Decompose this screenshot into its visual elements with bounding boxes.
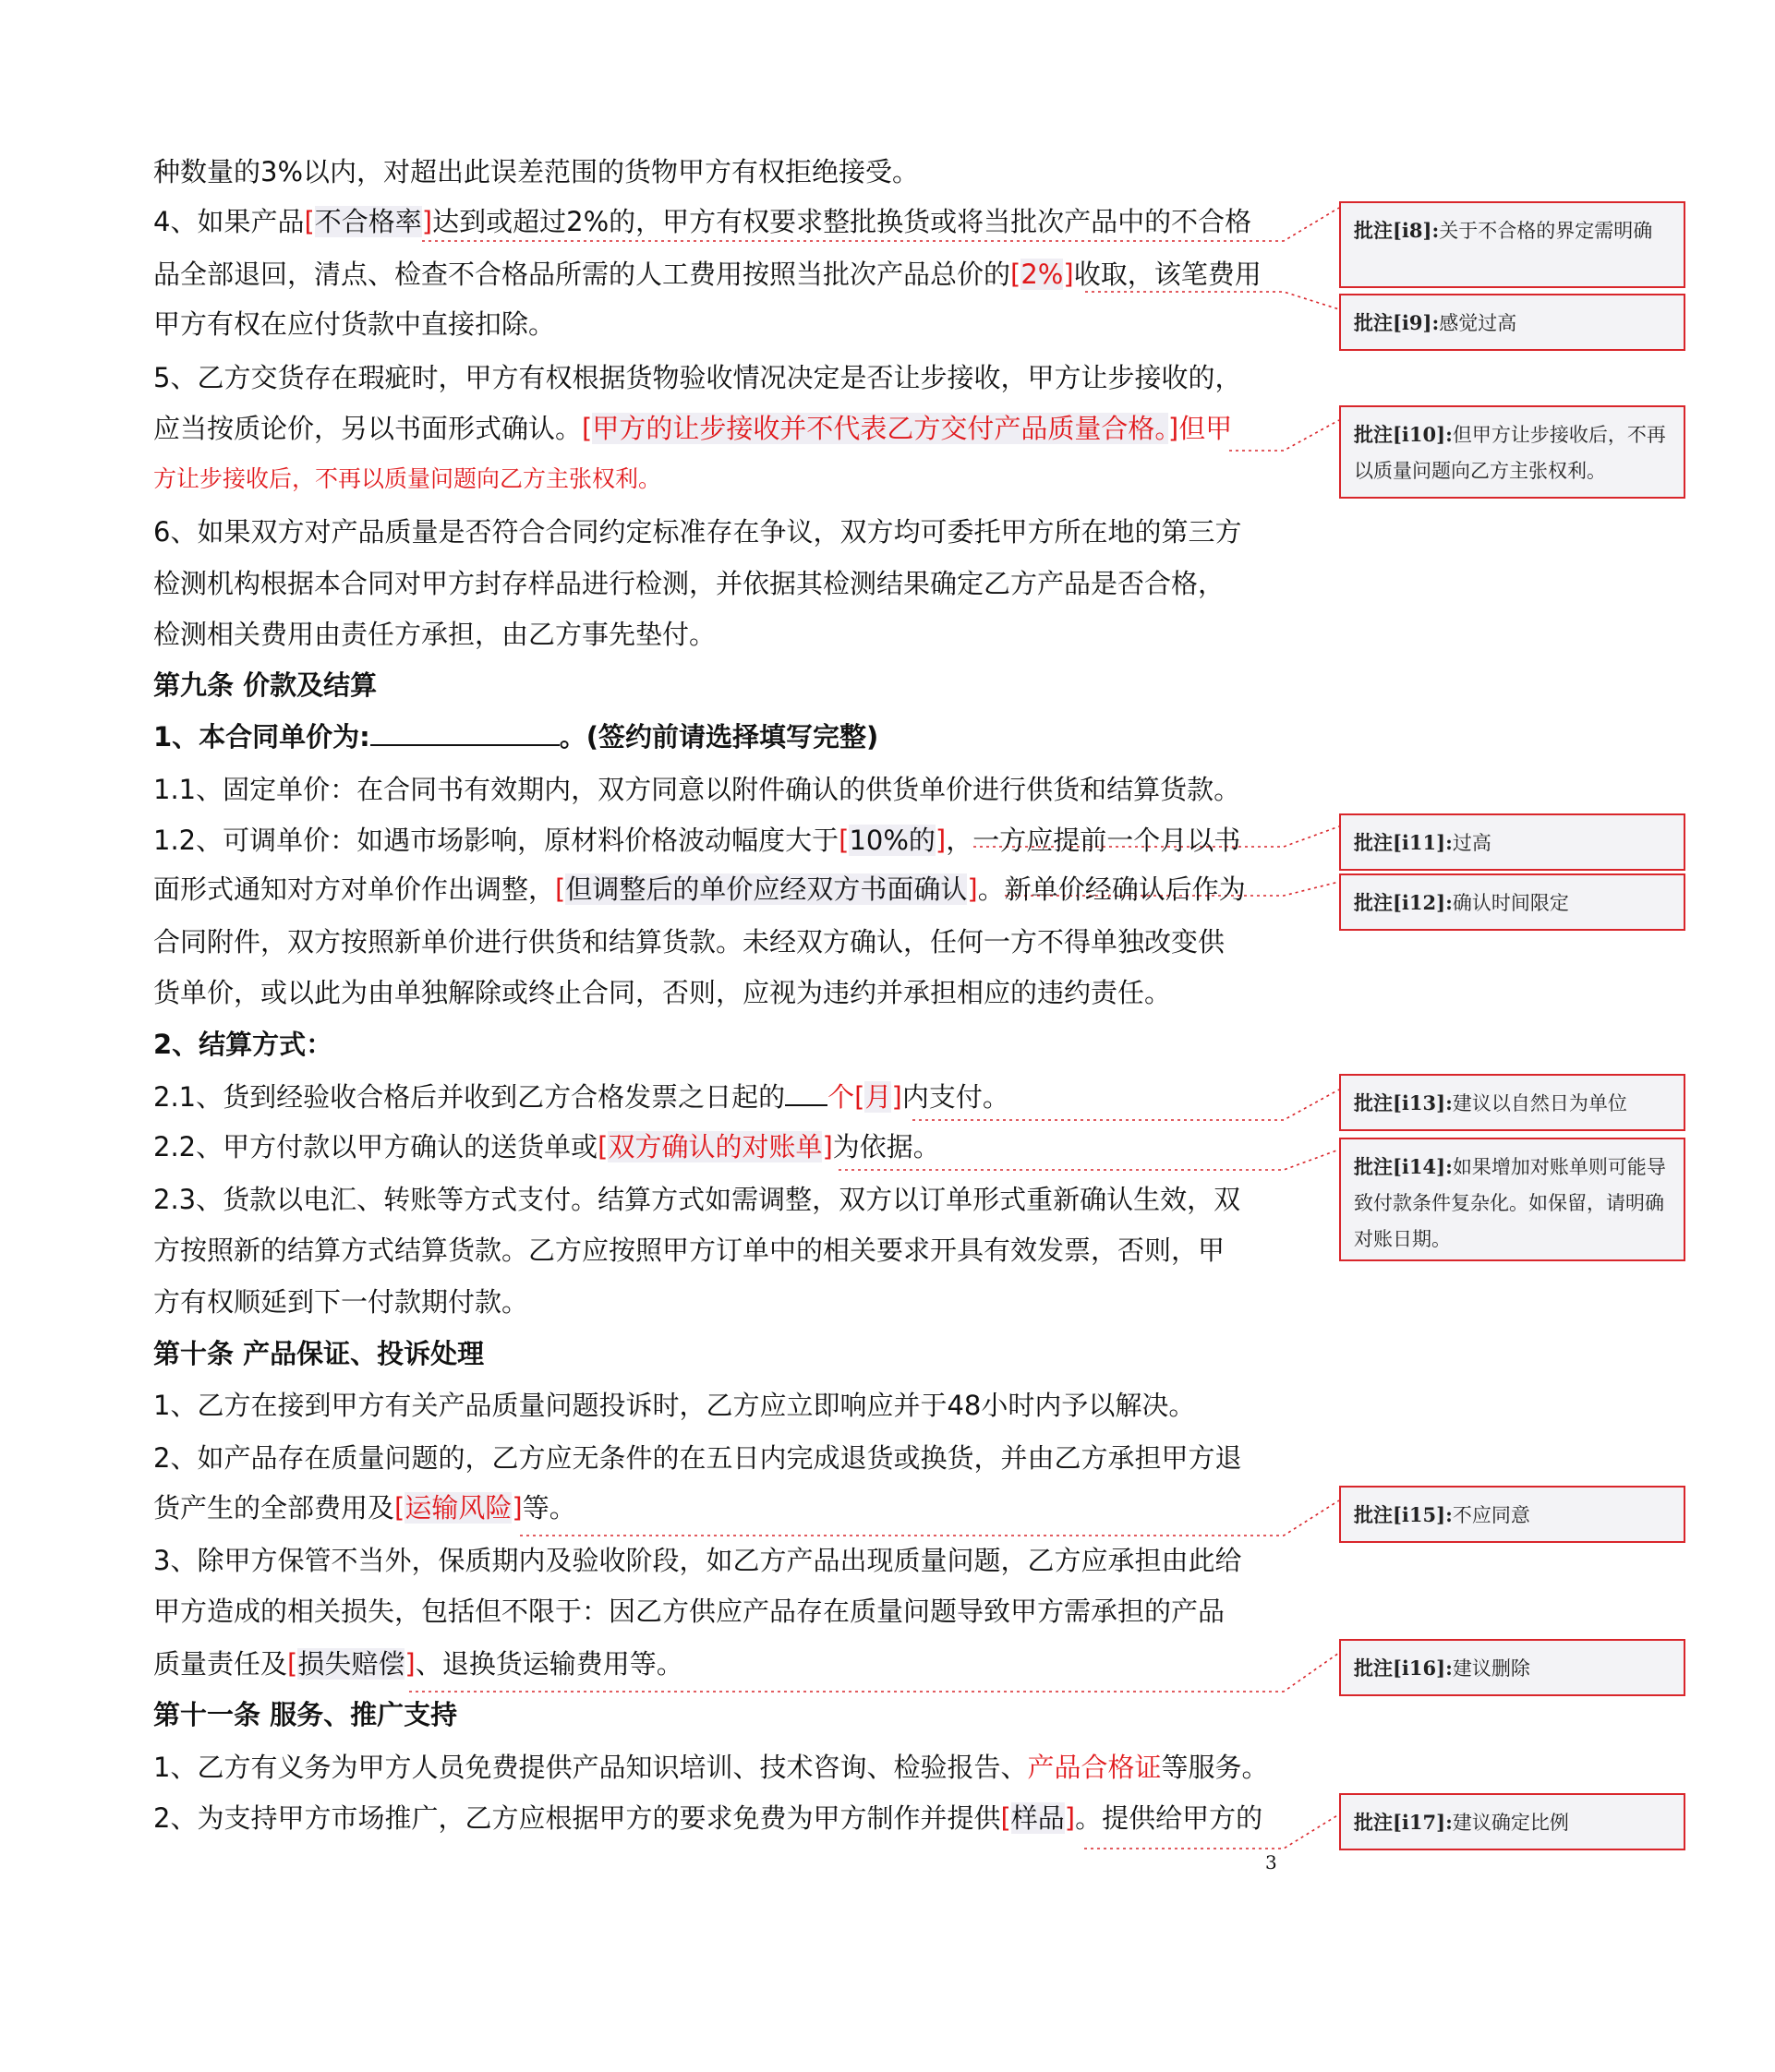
paragraph-line: 4、如果产品[不合格率]达到或超过2%的，甲方有权要求整批换货或将当批次产品中的不合格	[153, 206, 1252, 237]
section-heading: 第十条 产品保证、投诉处理	[153, 1338, 485, 1369]
comment-balloon[interactable]: 批注[i12]:确认时间限定	[1339, 873, 1685, 931]
inserted-text: 但甲	[1178, 413, 1233, 444]
commented-text[interactable]: 损失赔偿	[297, 1648, 405, 1680]
comment-balloon[interactable]: 批注[i15]:不应同意	[1339, 1486, 1685, 1543]
fill-in-blank[interactable]	[370, 718, 560, 746]
inserted-text-line: 方让步接收后，不再以质量问题向乙方主张权利。	[153, 465, 662, 492]
paragraph-line: 1.2、可调单价：如遇市场影响，原材料价格波动幅度大于[10%的]，一方应提前一个月以书	[153, 825, 1241, 856]
paragraph-line: 货单价，或以此为由单独解除或终止合同，否则，应视为违约并承担相应的违约责任。	[153, 977, 1172, 1008]
paragraph-line: 5、乙方交货存在瑕疵时，甲方有权根据货物验收情况决定是否让步接收，甲方让步接收的，	[153, 362, 1242, 393]
paragraph-line: 1、乙方有义务为甲方人员免费提供产品知识培训、技术咨询、检验报告、产品合格证等服务。	[153, 1752, 1269, 1783]
paragraph-line: 甲方造成的相关损失，包括但不限于：因乙方供应产品存在质量问题导致甲方需承担的产品	[153, 1596, 1226, 1627]
page-number: 3	[1265, 1851, 1277, 1873]
comment-balloon[interactable]: 批注[i11]:过高	[1339, 813, 1685, 871]
comment-balloon[interactable]: 批注[i17]:建议确定比例	[1339, 1793, 1685, 1850]
paragraph-line: 1、本合同单价为: 。(签约前请选择填写完整)	[153, 718, 1280, 755]
fill-in-blank[interactable]	[785, 1078, 827, 1106]
paragraph-line: 1、乙方在接到甲方有关产品质量问题投诉时，乙方应立即响应并于48小时内予以解决。	[153, 1390, 1196, 1421]
commented-text[interactable]: 不合格率	[314, 206, 422, 237]
comment-balloon[interactable]: 批注[i14]:如果增加对账单则可能导致付款条件复杂化。如保留，请明确对账日期。	[1339, 1138, 1685, 1261]
paragraph-line: 合同附件，双方按照新单价进行供货和结算货款。未经双方确认，任何一方不得单独改变供	[153, 926, 1226, 958]
section-heading: 第十一条 服务、推广支持	[153, 1699, 458, 1730]
commented-text[interactable]: 10%的	[849, 825, 936, 856]
paragraph-line: 2、为支持甲方市场推广，乙方应根据甲方的要求免费为甲方制作并提供[样品]。提供给甲方的	[153, 1802, 1263, 1834]
paragraph-line: 2、如产品存在质量问题的，乙方应无条件的在五日内完成退货或换货，并由乙方承担甲方退	[153, 1442, 1242, 1474]
paragraph-line: 甲方有权在应付货款中直接扣除。	[153, 308, 556, 340]
commented-text[interactable]: 2%	[1020, 259, 1064, 290]
commented-text[interactable]: 但调整后的单价应经双方书面确认	[565, 873, 968, 905]
paragraph-line: 应当按质论价，另以书面形式确认。[甲方的让步接收并不代表乙方交付产品质量合格。]但甲	[153, 413, 1233, 444]
comment-balloon[interactable]: 批注[i13]:建议以自然日为单位	[1339, 1074, 1685, 1131]
paragraph-line: 1.1、固定单价：在合同书有效期内，双方同意以附件确认的供货单价进行供货和结算货款。	[153, 774, 1241, 805]
paragraph-line: 2.1、货到经验收合格后并收到乙方合格发票之日起的 个[月]内支付。	[153, 1078, 1280, 1115]
paragraph-line: 品全部退回，清点、检查不合格品所需的人工费用按照当批次产品总价的[2%]收取，该笔费用	[153, 259, 1262, 290]
paragraph-line: 方按照新的结算方式结算货款。乙方应按照甲方订单中的相关要求开具有效发票，否则，甲	[153, 1235, 1226, 1266]
paragraph-line: 2.3、货款以电汇、转账等方式支付。结算方式如需调整，双方以订单形式重新确认生效，双	[153, 1184, 1241, 1215]
paragraph-line: 检测相关费用由责任方承担，由乙方事先垫付。	[153, 619, 717, 650]
paragraph-line: 方有权顺延到下一付款期付款。	[153, 1286, 529, 1318]
paragraph-line: 面形式通知对方对单价作出调整，[但调整后的单价应经双方书面确认]。新单价经确认后作为	[153, 873, 1246, 905]
comment-balloon[interactable]: 批注[i8]:关于不合格的界定需明确	[1339, 201, 1685, 288]
paragraph-line: 货产生的全部费用及[运输风险]等。	[153, 1492, 576, 1524]
paragraph-line: 3、除甲方保管不当外，保质期内及验收阶段，如乙方产品出现质量问题，乙方应承担由此给	[153, 1545, 1242, 1576]
commented-text[interactable]: 样品	[1010, 1802, 1065, 1834]
comment-balloon[interactable]: 批注[i9]:感觉过高	[1339, 294, 1685, 351]
paragraph-line: 2.2、甲方付款以甲方确认的送货单或[双方确认的对账单]为依据。	[153, 1131, 940, 1162]
commented-text[interactable]: 甲方的让步接收并不代表乙方交付产品质量合格。	[592, 413, 1168, 444]
section-subheading: 2、结算方式：	[153, 1029, 333, 1060]
commented-text[interactable]: 双方确认的对账单	[608, 1131, 823, 1162]
inserted-text: 产品合格证	[1027, 1752, 1162, 1783]
commented-text[interactable]: 运输风险	[405, 1492, 513, 1524]
paragraph-line: 检测机构根据本合同对甲方封存样品进行检测，并依据其检测结果确定乙方产品是否合格，	[153, 568, 1226, 599]
comment-balloon[interactable]: 批注[i10]:但甲方让步接收后，不再以质量问题向乙方主张权利。	[1339, 405, 1685, 499]
paragraph-line: 种数量的3%以内，对超出此误差范围的货物甲方有权拒绝接受。	[153, 156, 920, 187]
paragraph-line: 质量责任及[损失赔偿]、退换货运输费用等。	[153, 1648, 683, 1680]
section-heading: 第九条 价款及结算	[153, 669, 378, 701]
paragraph-line: 6、如果双方对产品质量是否符合合同约定标准存在争议，双方均可委托甲方所在地的第三方	[153, 516, 1242, 548]
commented-text[interactable]: 月	[864, 1081, 892, 1113]
comment-balloon[interactable]: 批注[i16]:建议删除	[1339, 1639, 1685, 1696]
